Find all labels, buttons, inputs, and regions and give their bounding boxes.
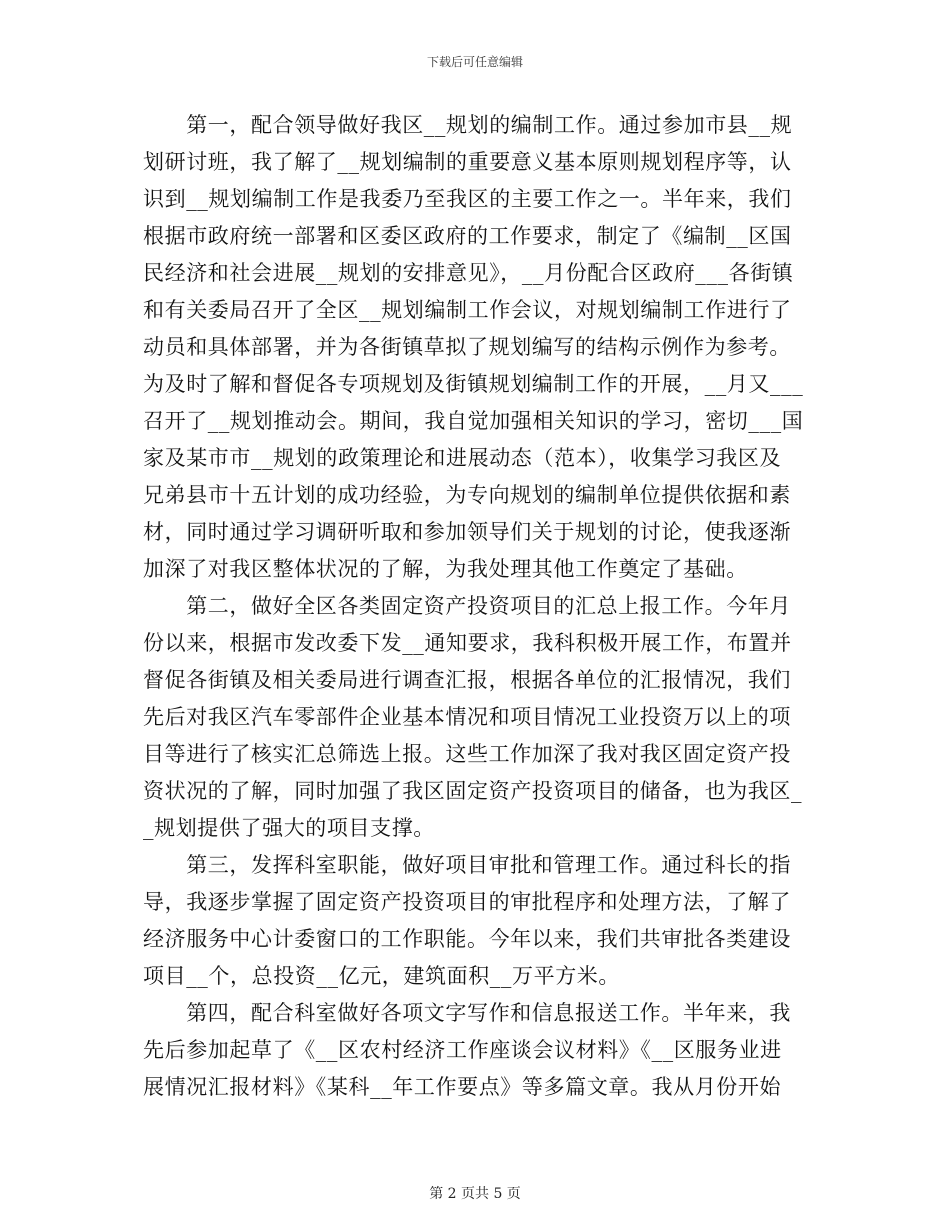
text-line: 展情况汇报材料》《某科__年工作要点》等多篇文章。我从月份开始: [143, 1075, 782, 1099]
text-line: 第一，配合领导做好我区__规划的编制工作。通过参加市县__规: [143, 113, 793, 137]
text-line: 召开了__规划推动会。期间，我自觉加强相关知识的学习，密切___国: [143, 409, 804, 433]
text-line: 第四，配合科室做好各项文字写作和信息报送工作。半年来，我: [143, 1001, 791, 1025]
text-line: 根据市政府统一部署和区委区政府的工作要求，制定了《编制__区国: [143, 224, 792, 248]
page-header: 下载后可任意编辑: [426, 55, 523, 69]
text-line: 民经济和社会进展__规划的安排意见》，__月份配合区政府___各街镇: [143, 261, 794, 285]
text-line: 导，我逐步掌握了固定资产投资项目的审批程序和处理方法，了解了: [143, 890, 791, 914]
text-line: 第二，做好全区各类固定资产投资项目的汇总上报工作。今年月: [143, 594, 791, 618]
text-line: 份以来，根据市发改委下发__通知要求，我科积极开展工作，布置并: [143, 631, 792, 655]
page-number: 第 2 页共 5 页: [429, 1186, 521, 1202]
text-line: 加深了对我区整体状况的了解，为我处理其他工作奠定了基础。: [143, 557, 748, 581]
text-line: 家及某市市__规划的政策理论和进展动态（范本），收集学习我区及: [143, 446, 782, 470]
text-line: 项目__个，总投资__亿元，建筑面积__万平方米。: [143, 964, 620, 988]
text-line: 先后参加起草了《__区农村经济工作座谈会议材料》《__区服务业进: [143, 1038, 782, 1062]
document-body: [143, 107, 810, 1106]
text-line: 动员和具体部署，并为各街镇草拟了规划编写的结构示例作为参考。: [143, 335, 791, 359]
text-line: 督促各街镇及相关委局进行调查汇报，根据各单位的汇报情况，我们: [143, 668, 791, 692]
text-line: 材，同时通过学习调研听取和参加领导们关于规划的讨论，使我逐渐: [143, 520, 791, 544]
text-line: 第三，发挥科室职能，做好项目审批和管理工作。通过科长的指: [143, 853, 791, 877]
text-line: 识到__规划编制工作是我委乃至我区的主要工作之一。半年来，我们: [143, 187, 792, 211]
text-line: 目等进行了核实汇总筛选上报。这些工作加深了我对我区固定资产投: [143, 742, 791, 766]
text-line: 为及时了解和督促各专项规划及街镇规划编制工作的开展，__月又___: [143, 372, 804, 396]
text-line: _规划提供了强大的项目支撑。: [143, 816, 435, 840]
text-line: 资状况的了解，同时加强了我区固定资产投资项目的储备，也为我区_: [143, 779, 803, 803]
text-line: 划研讨班，我了解了__规划编制的重要意义基本原则规划程序等，认: [143, 150, 792, 174]
text-line: 兄弟县市十五计划的成功经验，为专向规划的编制单位提供依据和素: [143, 483, 791, 507]
text-line: 经济服务中心计委窗口的工作职能。今年以来，我们共审批各类建设: [143, 927, 791, 951]
text-line: 先后对我区汽车零部件企业基本情况和项目情况工业投资万以上的项: [143, 705, 791, 729]
text-line: 和有关委局召开了全区__规划编制工作会议，对规划编制工作进行了: [143, 298, 792, 322]
